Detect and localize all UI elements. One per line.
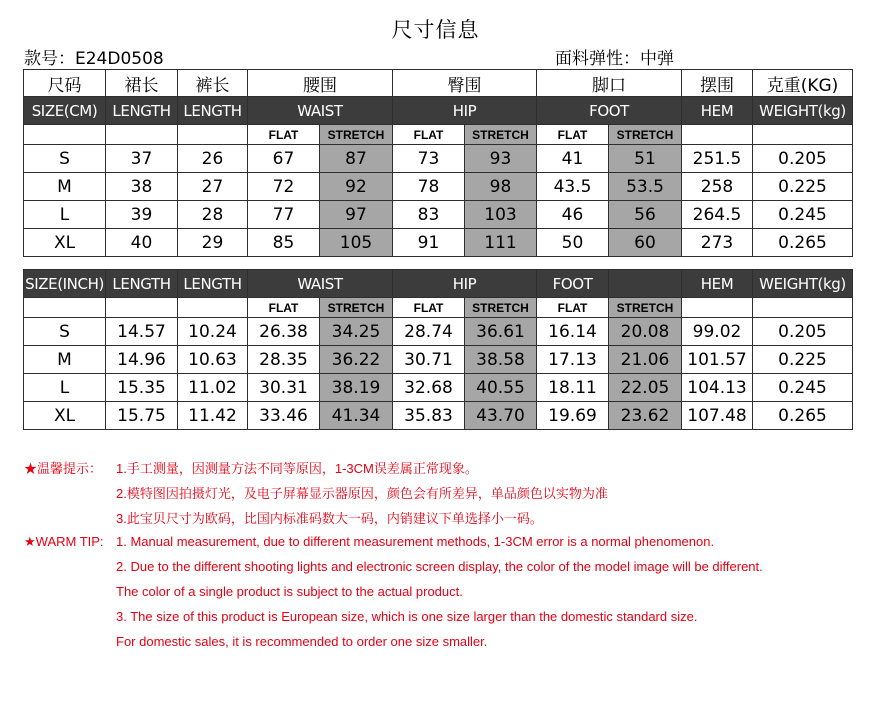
table-row [24,229,853,257]
cn-header-row [24,70,853,97]
table-row [24,402,853,430]
value-cell: 60 [609,229,682,257]
value-cell: 51 [609,145,682,173]
style-number: 款号：E24D0508 [24,49,164,69]
en-header-hem: HEM [682,270,753,298]
value-cell: 0.245 [753,201,853,229]
value-cell: 21.06 [609,346,682,374]
value-cell: 34.25 [320,318,393,346]
value-cell: 83 [393,201,465,229]
cn-header-pants-length: 裤长 [178,70,248,97]
en-header-hip: HIP [393,270,537,298]
size-cell: XL [24,229,106,257]
value-cell: 11.02 [178,374,248,402]
cn-tip-line: 3.此宝贝尺寸为欧码，比国内标准码数大一码，内销建议下单选择小一码。 [116,511,543,526]
sub-header-cell [753,298,853,318]
sub-header-stretch: STRETCH [320,298,393,318]
value-cell: 39 [106,201,178,229]
value-cell: 0.225 [753,346,853,374]
en-tip-line: The color of a single product is subject to the actual product. [116,584,463,599]
sub-header-cell [106,125,178,145]
en-header-blank [609,270,682,298]
value-cell: 77 [248,201,320,229]
size-cell: S [24,145,106,173]
cn-tip-line: 1.手工测量，因测量方法不同等原因，1-3CM误差属正常现象。 [116,461,478,476]
en-header-row [24,270,853,298]
value-cell: 78 [393,173,465,201]
en-header-weight: WEIGHT(kg) [753,97,853,125]
en-header-weight: WEIGHT(kg) [753,270,853,298]
value-cell: 103 [465,201,537,229]
cm-table-body [24,145,853,257]
value-cell: 16.14 [537,318,609,346]
value-cell: 35.83 [393,402,465,430]
table-row [24,145,853,173]
value-cell: 111 [465,229,537,257]
value-cell: 104.13 [682,374,753,402]
inch-table-body [24,318,853,430]
value-cell: 41.34 [320,402,393,430]
value-cell: 0.265 [753,402,853,430]
value-cell: 43.5 [537,173,609,201]
value-cell: 85 [248,229,320,257]
value-cell: 27 [178,173,248,201]
value-cell: 26 [178,145,248,173]
value-cell: 0.205 [753,145,853,173]
page-title: 尺寸信息 [391,18,480,42]
en-header-length: LENGTH [178,270,248,298]
en-header-waist: WAIST [248,97,393,125]
en-tip-line: For domestic sales, it is recommended to order one size smaller. [116,634,488,649]
value-cell: 273 [682,229,753,257]
value-cell: 10.63 [178,346,248,374]
value-cell: 28.74 [393,318,465,346]
en-header-size: SIZE(INCH) [24,270,106,298]
value-cell: 73 [393,145,465,173]
value-cell: 0.245 [753,374,853,402]
sub-header-cell [24,298,106,318]
value-cell: 23.62 [609,402,682,430]
table-row [24,173,853,201]
sub-header-flat: FLAT [537,298,609,318]
value-cell: 15.75 [106,402,178,430]
value-cell: 93 [465,145,537,173]
cn-header-weight: 克重(KG) [753,70,853,97]
en-tip-line: 1. Manual measurement, due to different measurement methods, 1-3CM error is a normal phenomenon. [116,534,715,549]
value-cell: 30.31 [248,374,320,402]
value-cell: 41 [537,145,609,173]
value-cell: 15.35 [106,374,178,402]
value-cell: 33.46 [248,402,320,430]
en-tip-line: 3. The size of this product is European size, which is one size larger than the domestic standard size. [116,609,698,624]
table-row [24,374,853,402]
value-cell: 72 [248,173,320,201]
value-cell: 11.42 [178,402,248,430]
value-cell: 30.71 [393,346,465,374]
sub-header-row [24,125,853,145]
value-cell: 26.38 [248,318,320,346]
value-cell: 43.70 [465,402,537,430]
size-cell: M [24,346,106,374]
value-cell: 14.57 [106,318,178,346]
value-cell: 258 [682,173,753,201]
sub-header-flat: FLAT [248,298,320,318]
cn-header-hem: 摆围 [682,70,753,97]
value-cell: 40.55 [465,374,537,402]
en-header-hem: HEM [682,97,753,125]
sub-header-cell [682,298,753,318]
cn-header-foot: 脚口 [537,70,682,97]
value-cell: 32.68 [393,374,465,402]
sub-header-cell [682,125,753,145]
sub-header-stretch: STRETCH [465,125,537,145]
sub-header-stretch: STRETCH [320,125,393,145]
value-cell: 36.22 [320,346,393,374]
en-header-length: LENGTH [106,270,178,298]
value-cell: 20.08 [609,318,682,346]
sub-header-cell [753,125,853,145]
value-cell: 97 [320,201,393,229]
value-cell: 105 [320,229,393,257]
size-table-cm [23,69,853,257]
sub-header-flat: FLAT [393,298,465,318]
value-cell: 99.02 [682,318,753,346]
en-header-waist: WAIST [248,270,393,298]
value-cell: 101.57 [682,346,753,374]
value-cell: 264.5 [682,201,753,229]
value-cell: 107.48 [682,402,753,430]
cn-header-skirt-length: 裙长 [106,70,178,97]
en-header-foot: FOOT [537,270,609,298]
value-cell: 19.69 [537,402,609,430]
table-row [24,201,853,229]
cn-tip-line: 2.模特图因拍摄灯光，及电子屏幕显示器原因，颜色会有所差异，单品颜色以实物为准 [116,486,608,501]
value-cell: 36.61 [465,318,537,346]
value-cell: 28 [178,201,248,229]
value-cell: 18.11 [537,374,609,402]
size-cell: L [24,201,106,229]
sub-header-stretch: STRETCH [465,298,537,318]
sub-header-cell [178,125,248,145]
value-cell: 29 [178,229,248,257]
en-tip-line: 2. Due to the different shooting lights and electronic screen display, the color of the model image will be different. [116,559,763,574]
en-header-row [24,97,853,125]
size-table-inch [23,269,853,430]
value-cell: 37 [106,145,178,173]
cn-header-hip: 臀围 [393,70,537,97]
sub-header-cell [24,125,106,145]
value-cell: 46 [537,201,609,229]
fabric-elasticity: 面料弹性：中弹 [555,49,674,69]
size-cell: M [24,173,106,201]
table-row [24,346,853,374]
value-cell: 56 [609,201,682,229]
value-cell: 38.19 [320,374,393,402]
value-cell: 38.58 [465,346,537,374]
sub-header-flat: FLAT [248,125,320,145]
value-cell: 251.5 [682,145,753,173]
value-cell: 28.35 [248,346,320,374]
value-cell: 40 [106,229,178,257]
en-header-size: SIZE(CM) [24,97,106,125]
sub-header-stretch: STRETCH [609,125,682,145]
value-cell: 0.265 [753,229,853,257]
value-cell: 87 [320,145,393,173]
sub-header-stretch: STRETCH [609,298,682,318]
value-cell: 98 [465,173,537,201]
sub-header-cell [106,298,178,318]
en-header-length: LENGTH [178,97,248,125]
en-header-length: LENGTH [106,97,178,125]
value-cell: 38 [106,173,178,201]
size-cell: S [24,318,106,346]
size-cell: L [24,374,106,402]
value-cell: 53.5 [609,173,682,201]
cn-header-size: 尺码 [24,70,106,97]
value-cell: 50 [537,229,609,257]
sub-header-flat: FLAT [537,125,609,145]
value-cell: 0.205 [753,318,853,346]
value-cell: 0.225 [753,173,853,201]
cn-header-waist: 腰围 [248,70,393,97]
en-header-hip: HIP [393,97,537,125]
value-cell: 22.05 [609,374,682,402]
value-cell: 92 [320,173,393,201]
value-cell: 14.96 [106,346,178,374]
cn-tip-label: ★温馨提示： [24,461,103,476]
sub-header-cell [178,298,248,318]
size-cell: XL [24,402,106,430]
sub-header-flat: FLAT [393,125,465,145]
en-tip-label: ★WARM TIP: [24,534,104,549]
value-cell: 10.24 [178,318,248,346]
value-cell: 17.13 [537,346,609,374]
value-cell: 67 [248,145,320,173]
en-header-foot: FOOT [537,97,682,125]
table-row [24,318,853,346]
value-cell: 91 [393,229,465,257]
sub-header-row [24,298,853,318]
